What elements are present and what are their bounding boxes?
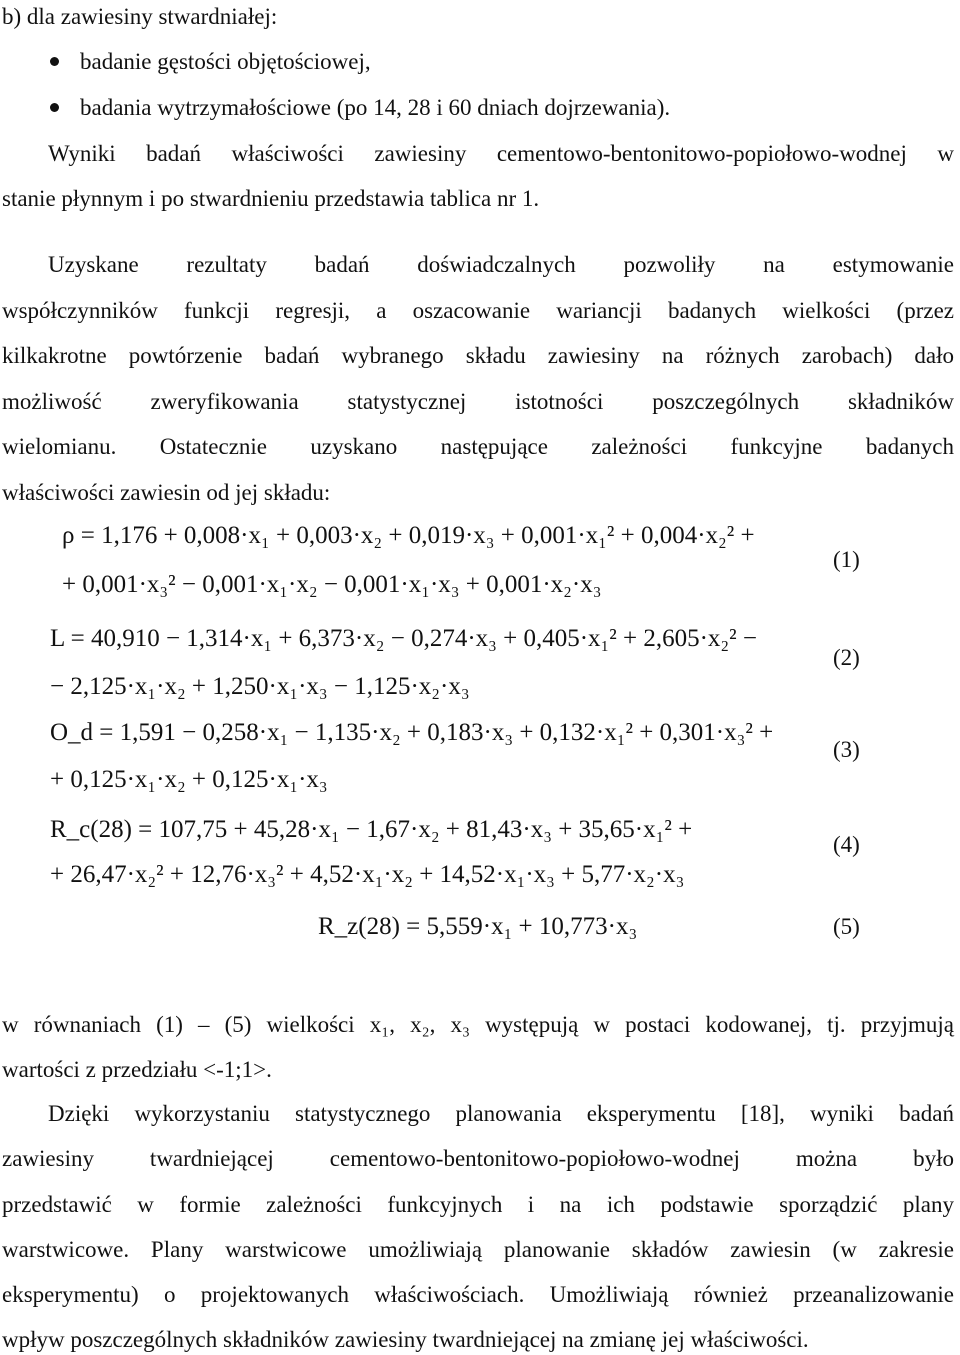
paragraph-line: zawiesiny twardniejącej cementowo-bentonitowo-popiołowo-wodnej można było bbox=[2, 1146, 954, 1171]
paragraph-line: warstwicowe. Plany warstwicowe umożliwiają planowanie składów zawiesin (w zakresie bbox=[2, 1237, 954, 1262]
paragraph-line: Dzięki wykorzystaniu statystycznego planowania eksperymentu [18], wyniki badań bbox=[48, 1101, 954, 1126]
paragraph-line: możliwość zweryfikowania statystycznej istotności poszczególnych składników bbox=[2, 389, 954, 414]
equation-2-line-1: L = 40,910 − 1,314·x₁ + 6,373·x₂ − 0,274·x₃ + 0,405·x₁² + 2,605·x₂² − bbox=[50, 625, 757, 652]
list-item: badanie gęstości objętościowej, bbox=[80, 49, 371, 74]
paragraph-line: eksperymentu) o projektowanych właściwościach. Umożliwiają również przeanalizowanie bbox=[2, 1282, 954, 1307]
paragraph-line: stanie płynnym i po stwardnieniu przedstawia tablica nr 1. bbox=[2, 186, 540, 211]
list-heading: b) dla zawiesiny stwardniałej: bbox=[2, 4, 278, 29]
equation-4-line-1: R_c(28) = 107,75 + 45,28·x₁ − 1,67·x₂ + 81,43·x₃ + 35,65·x₁² + bbox=[50, 816, 693, 843]
equation-5: R_z(28) = 5,559·x₁ + 10,773·x₃ bbox=[318, 913, 638, 940]
equation-3-line-1: O_d = 1,591 − 0,258·x₁ − 1,135·x₂ + 0,183·x₃ + 0,132·x₁² + 0,301·x₃² + bbox=[50, 719, 774, 746]
equation-number: (5) bbox=[833, 914, 860, 939]
paragraph-line: w równaniach (1) – (5) wielkości x₁, x₂, x₃ występują w postaci kodowanej, tj. przyjmują bbox=[2, 1012, 954, 1037]
equation-number: (3) bbox=[833, 737, 860, 762]
paragraph-line: wielomianu. Ostatecznie uzyskano następujące zależności funkcyjne badanych bbox=[2, 434, 954, 459]
equation-3-line-2: + 0,125·x₁·x₂ + 0,125·x₁·x₃ bbox=[50, 766, 328, 793]
paragraph-line: współczynników funkcji regresji, a oszacowanie wariancji badanych wielkości (przez bbox=[2, 298, 954, 323]
equation-number: (1) bbox=[833, 547, 860, 572]
paragraph-line: właściwości zawiesin od jej składu: bbox=[2, 480, 331, 505]
equation-4-line-2: + 26,47·x₂² + 12,76·x₃² + 4,52·x₁·x₂ + 14,52·x₁·x₃ + 5,77·x₂·x₃ bbox=[50, 861, 685, 888]
bullet-icon bbox=[50, 103, 59, 112]
paragraph-line: kilkakrotne powtórzenie badań wybranego składu zawiesiny na różnych zarobach) dało bbox=[2, 343, 954, 368]
equation-1-line-2: + 0,001·x₃² − 0,001·x₁·x₂ − 0,001·x₁·x₃ + 0,001·x₂·x₃ bbox=[62, 571, 602, 598]
paragraph-line: przedstawić w formie zależności funkcyjnych i na ich podstawie sporządzić plany bbox=[2, 1192, 954, 1217]
paragraph-line: Wyniki badań właściwości zawiesiny cementowo-bentonitowo-popiołowo-wodnej w bbox=[48, 141, 954, 166]
list-item: badania wytrzymałościowe (po 14, 28 i 60 dniach dojrzewania). bbox=[80, 95, 671, 120]
equation-2-line-2: − 2,125·x₁·x₂ + 1,250·x₁·x₃ − 1,125·x₂·x₃ bbox=[50, 673, 470, 700]
paragraph-line: Uzyskane rezultaty badań doświadczalnych pozwoliły na estymowanie bbox=[48, 252, 954, 277]
equation-number: (2) bbox=[833, 645, 860, 670]
bullet-icon bbox=[50, 57, 59, 66]
equation-number: (4) bbox=[833, 832, 860, 857]
equation-1-line-1: ρ = 1,176 + 0,008·x₁ + 0,003·x₂ + 0,019·x₃ + 0,001·x₁² + 0,004·x₂² + bbox=[62, 522, 755, 549]
paragraph-line: wartości z przedziału <-1;1>. bbox=[2, 1057, 272, 1082]
paragraph-line: wpływ poszczególnych składników zawiesiny twardniejącej na zmianę jej właściwości. bbox=[2, 1327, 809, 1352]
